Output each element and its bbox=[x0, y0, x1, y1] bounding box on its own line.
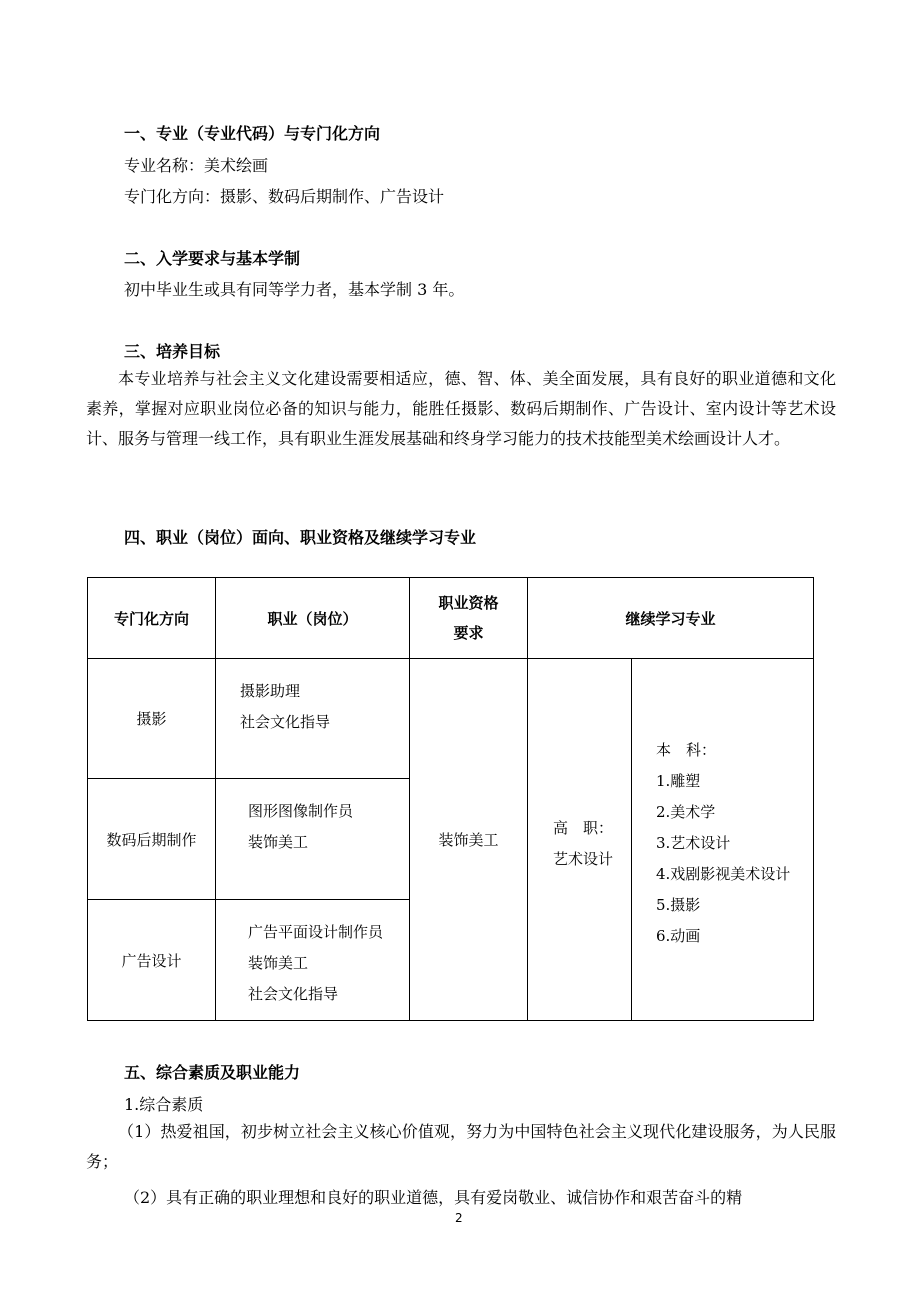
undergraduate-major-2: 2.美术学 bbox=[656, 803, 716, 821]
header-further-study: 继续学习专业 bbox=[625, 609, 716, 628]
qualification-cell: 装饰美工 bbox=[438, 831, 499, 849]
table-border-right bbox=[813, 577, 814, 1021]
undergraduate-cell bbox=[656, 735, 790, 952]
admission-text: 初中毕业生或具有同等学力者，基本学制 3 年。 bbox=[124, 280, 465, 299]
section-1-heading: 一、专业（专业代码）与专门化方向 bbox=[124, 124, 381, 143]
row-3-job-3: 社会文化指导 bbox=[248, 985, 339, 1003]
undergraduate-label: 本 科： bbox=[656, 741, 717, 759]
header-direction: 专门化方向 bbox=[113, 609, 189, 628]
header-qualification bbox=[410, 578, 527, 658]
row-1-job-1: 摄影助理 bbox=[240, 682, 301, 700]
row-3-job-2: 装饰美工 bbox=[248, 954, 309, 972]
row-3-jobs bbox=[248, 917, 383, 1010]
row-1-job-2: 社会文化指导 bbox=[240, 713, 331, 731]
undergraduate-major-6: 6.动画 bbox=[656, 927, 701, 945]
direction-line: 专门化方向：摄影、数码后期制作、广告设计 bbox=[124, 187, 445, 206]
undergraduate-major-4: 4.戏剧影视美术设计 bbox=[656, 865, 791, 883]
row-1-direction: 摄影 bbox=[136, 710, 167, 728]
row-2-direction: 数码后期制作 bbox=[106, 830, 197, 849]
higher-vocational-major: 艺术设计 bbox=[553, 850, 614, 868]
major-name-line: 专业名称：美术绘画 bbox=[124, 156, 269, 175]
quality-item-2: （2）具有正确的职业理想和良好的职业道德，具有爱岗敬业、诚信协作和艰苦奋斗的精 bbox=[124, 1188, 743, 1207]
section-2-heading: 二、入学要求与基本学制 bbox=[124, 249, 301, 268]
row-2-job-2: 装饰美工 bbox=[248, 833, 309, 851]
quality-item-1: （1）热爱祖国，初步树立社会主义核心价值观，努力为中国特色社会主义现代化建设服务，为人民服务； bbox=[86, 1122, 836, 1171]
higher-vocational-label: 高 职： bbox=[553, 819, 614, 837]
row-2-jobs bbox=[248, 796, 353, 858]
table-border-bottom bbox=[87, 1020, 814, 1021]
row-1-jobs bbox=[240, 676, 330, 738]
section-3-heading: 三、培养目标 bbox=[124, 342, 221, 361]
table-col-divider-4 bbox=[631, 658, 632, 1021]
section-5-subheading: 1.综合素质 bbox=[124, 1095, 204, 1114]
header-qualification-line2: 要求 bbox=[453, 624, 484, 642]
page-number: 2 bbox=[455, 1211, 463, 1225]
section-5-heading: 五、综合素质及职业能力 bbox=[124, 1063, 301, 1082]
training-goal-paragraph: 本专业培养与社会主义文化建设需要相适应，德、智、体、美全面发展，具有良好的职业道德和文化素养，掌握对应职业岗位必备的知识与能力，能胜任摄影、数码后期制作、广告设计、室内设计等艺术设计、服务与管理一线工作，具有职业生涯发展基础和终身学习能力的技术技能型美术绘画设计人才。 bbox=[86, 369, 836, 448]
section-4-heading: 四、职业（岗位）面向、职业资格及继续学习专业 bbox=[124, 528, 477, 547]
undergraduate-major-1: 1.雕塑 bbox=[656, 772, 701, 790]
row-3-job-1: 广告平面设计制作员 bbox=[248, 923, 384, 941]
header-job: 职业（岗位） bbox=[267, 609, 358, 628]
row-3-direction: 广告设计 bbox=[121, 951, 182, 970]
header-qualification-line1: 职业资格 bbox=[438, 594, 499, 612]
undergraduate-major-3: 3.艺术设计 bbox=[656, 834, 731, 852]
undergraduate-major-5: 5.摄影 bbox=[656, 896, 701, 914]
higher-vocational-cell bbox=[553, 813, 613, 875]
row-2-job-1: 图形图像制作员 bbox=[248, 802, 354, 820]
